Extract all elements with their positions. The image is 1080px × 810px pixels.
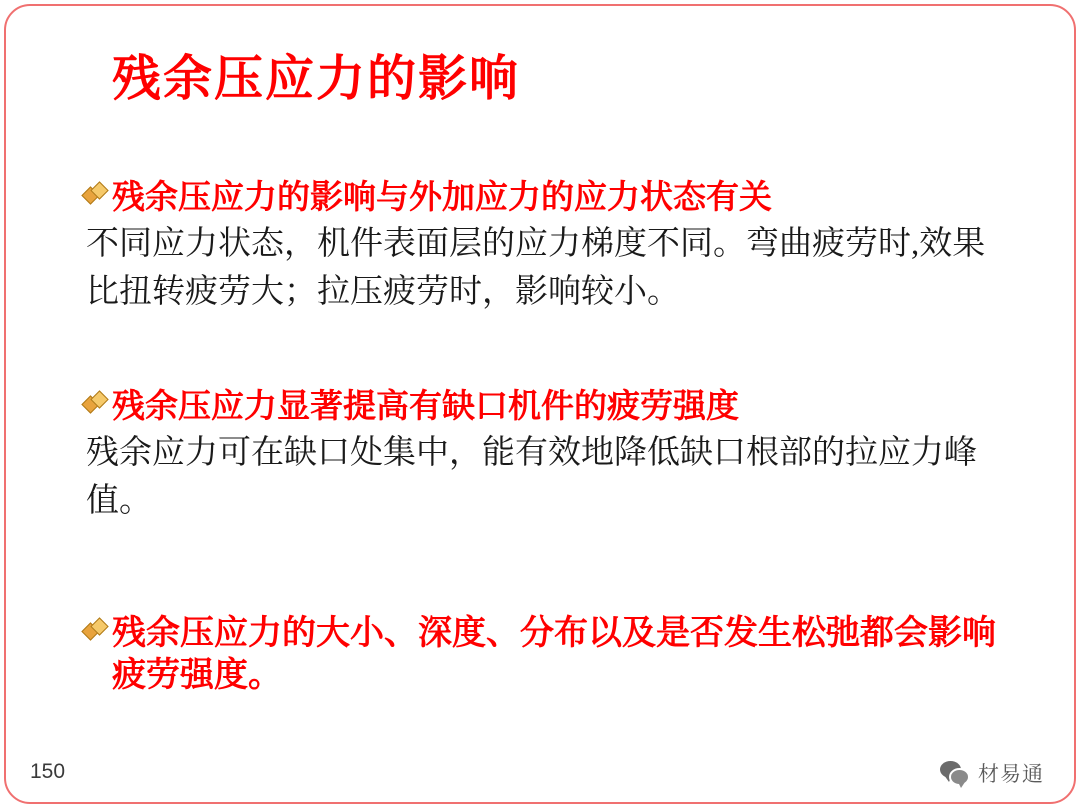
diamond-bullet-icon — [84, 391, 110, 425]
heading-row-3 — [84, 612, 1014, 697]
page-title: 残余压应力的影响 — [112, 50, 521, 107]
block-heading: 残余压应力显著提高有缺口机件的疲劳强度 — [112, 385, 739, 425]
spacer-1 — [84, 343, 1014, 385]
block-body: 残余应力可在缺口处集中，能有效地降低缺口根部的拉应力峰值。 — [86, 435, 977, 520]
spacer-2 — [84, 552, 1014, 612]
slide-content — [84, 176, 1014, 723]
heading-row-2 — [84, 385, 1014, 426]
block-body: 不同应力状态，机件表面层的应力梯度不同。弯曲疲劳时,效果比扭转疲劳大；拉压疲劳时，影响较小。 — [86, 226, 986, 311]
watermark-text: 材易通 — [978, 762, 1044, 786]
content-block-3 — [84, 612, 1014, 697]
block-heading: 残余压应力的大小、深度、分布以及是否发生松弛都会影响疲劳强度。 — [112, 612, 996, 696]
diamond-bullet-icon — [84, 182, 110, 216]
wechat-icon — [940, 761, 970, 786]
heading-row-1 — [84, 176, 1014, 217]
block-heading: 残余压应力的影响与外加应力的应力状态有关 — [112, 177, 772, 216]
watermark — [940, 758, 1044, 788]
diamond-bullet-icon — [84, 618, 110, 652]
content-block-1 — [84, 176, 1014, 317]
page-number: 150 — [30, 760, 66, 783]
content-block-2 — [84, 385, 1014, 526]
